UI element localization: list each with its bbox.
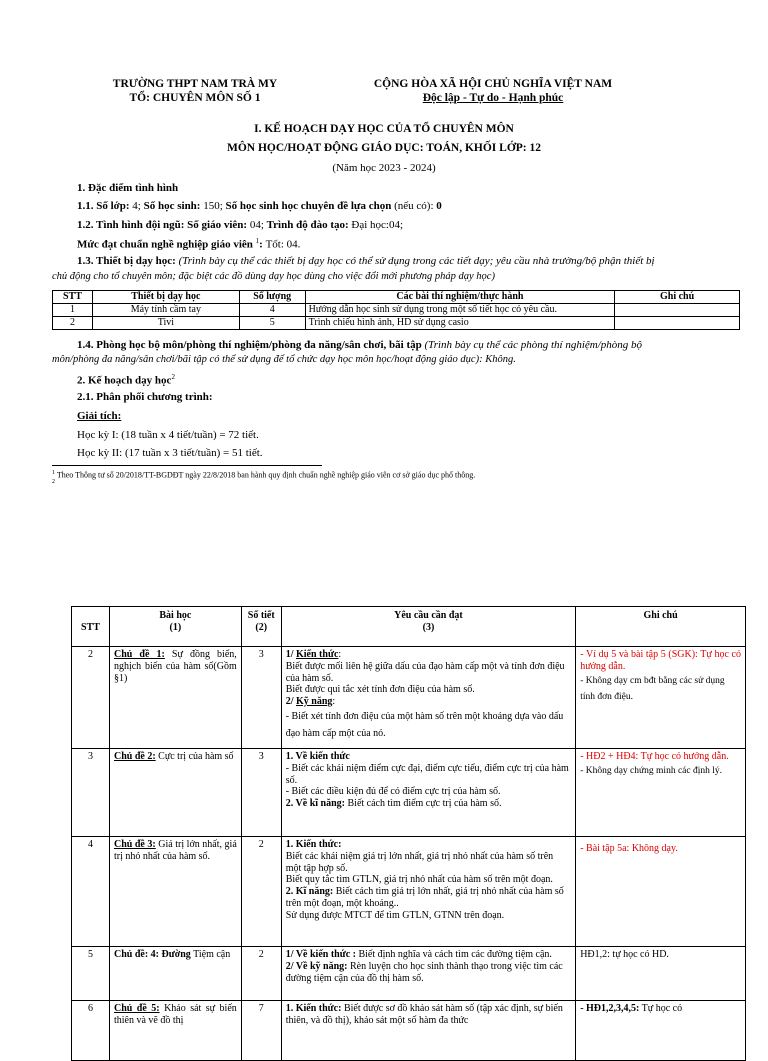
equip-h-note: Ghi chú: [615, 291, 740, 304]
footnote-1-text: Theo Thông tư số 20/2018/TT-BGDĐT ngày 22/8/2018 ban hành quy định chuẩn nghề nghiệp giáo viên cơ sở giáo dục phổ thông.: [55, 470, 476, 480]
equipment-header-row: [53, 291, 740, 304]
plan-lesson: [109, 749, 241, 837]
equipment-table: [52, 290, 740, 330]
plan-h-periods-num: (2): [255, 621, 268, 633]
equip-h-stt: STT: [53, 291, 93, 304]
footnote-2-mark: 2: [52, 479, 55, 485]
plan-req: [281, 837, 575, 947]
plan-h-lesson-label: Bài học: [159, 610, 192, 621]
req-text: - Biết các điều kiện đủ để có điểm cực trị của hàm số.: [285, 786, 501, 798]
standard-sup: 1: [255, 237, 260, 245]
table-row: [72, 837, 746, 947]
plan-h-req-num: (3): [422, 621, 435, 633]
subject-label: Giải tích:: [77, 410, 122, 422]
plan-stt: 3: [72, 749, 110, 837]
equip-cell: 5: [239, 317, 305, 330]
table-row: [72, 1001, 746, 1061]
l12-a: 1.2. Tình hình đội ngũ:: [77, 219, 188, 231]
l11-e: Số học sinh học chuyên đề lựa chọn: [225, 200, 395, 212]
line-1-4: [77, 339, 642, 351]
req-num: 2/: [285, 696, 296, 708]
plan-stt: 6: [72, 1001, 110, 1061]
note-red: - Ví dụ 5 và bài tập 5 (SGK): Tự học có hướng dẫn.: [580, 649, 741, 672]
table-row: [53, 304, 740, 317]
plan-lesson: [109, 947, 241, 1001]
section-2-1: 2.1. Phân phối chương trình:: [77, 391, 213, 403]
equip-cell: 2: [53, 317, 93, 330]
req-text: - Biết các khái niệm điểm cực đại, điểm cực tiểu, điểm cực trị của hàm số.: [285, 762, 569, 786]
title-line-2: MÔN HỌC/HOẠT ĐỘNG GIÁO DỤC: TOÁN, KHỐI LỚP: 12: [226, 142, 542, 154]
line-1-3: [77, 255, 655, 267]
school-name: TRƯỜNG THPT NAM TRÀ MY: [112, 78, 278, 90]
plan-header-row: [72, 607, 746, 647]
lesson-topic: Chủ đề: 4: Đường: [113, 949, 191, 960]
nation-header: [358, 77, 628, 105]
standard-b: :: [259, 238, 266, 251]
req-heading: 1. Kiến thức:: [285, 839, 342, 850]
req-heading: 1. Về kiến thức: [285, 751, 350, 762]
table-row: [53, 317, 740, 330]
table-row: [72, 947, 746, 1001]
l11-g: 0: [436, 200, 442, 212]
req-text: Biết cách tìm điểm cực trị của hàm số.: [345, 798, 502, 810]
plan-note: [576, 947, 746, 1001]
lesson-title: Tiệm cận: [190, 949, 231, 960]
req-text: - Biết xét tính đơn điệu của một hàm số trên một khoảng dựa vào dấu đạo hàm cấp một của nó.: [285, 710, 564, 739]
plan-note: [576, 749, 746, 837]
plan-stt: 2: [72, 647, 110, 749]
line-1-1: [77, 200, 442, 212]
lesson-topic: Chủ đề 1:: [113, 649, 165, 660]
note-text: - Không dạy cm bđt bằng các sử dụng tính đơn điệu.: [580, 675, 725, 702]
l12-d: Trình độ đào tạo:: [266, 219, 352, 231]
plan-table: [71, 606, 746, 1061]
school-header: [90, 77, 300, 105]
req-text: :: [338, 649, 342, 660]
lesson-topic: Chủ đề 2:: [113, 751, 156, 762]
req-text: Sử dụng được MTCT để tìm GTLN, GTNN trên đoạn.: [285, 909, 505, 921]
l13-b: (Trình bày cụ thể các thiết bị dạy học có thể sử dụng trong các tiết dạy; yêu cầu nhà trường/bộ phận thiết bị: [178, 255, 655, 267]
plan-lesson: [109, 837, 241, 947]
l11-c: Số học sinh:: [143, 200, 204, 212]
standard-a: Mức đạt chuẩn nghề nghiệp giáo viên: [77, 238, 256, 251]
equip-cell: Hướng dẫn học sinh sử dụng trong một số tiết học có yêu cầu.: [305, 304, 615, 317]
line-standard: [77, 237, 300, 251]
plan-h-stt: STT: [72, 607, 110, 647]
footnote-1-mark: 1: [52, 470, 55, 476]
plan-req: [281, 647, 575, 749]
equip-h-qty: Số lượng: [239, 291, 305, 304]
req-text: :: [332, 696, 336, 708]
nation-motto: Độc lập - Tự do - Hạnh phúc: [422, 92, 564, 104]
note-text: - Không dạy chứng minh các định lý.: [580, 765, 723, 776]
req-text: Biết được qui tắc xét tính đơn điệu của hàm số.: [285, 684, 475, 696]
l13-c: chủ động cho tổ chuyên môn; đặc biệt các đồ dùng dạy học dùng cho việc đổi mới phương pháp dạy học): [52, 271, 495, 282]
line-1-2: [77, 219, 403, 231]
req-heading: 2. Kĩ năng:: [285, 886, 334, 898]
standard-c: Tốt: 04.: [265, 238, 301, 251]
plan-req: [281, 1001, 575, 1061]
req-heading: Kiến thức: [296, 649, 339, 660]
note-red: - HĐ2 + HĐ4: Tự học có hướng dẫn.: [580, 751, 729, 762]
lesson-topic: Chủ đề 5:: [113, 1003, 160, 1014]
lesson-title: Giá trị lớn nhất, giá trị nhỏ nhất của hàm số.: [113, 839, 237, 862]
req-heading: 1. Kiến thức:: [285, 1003, 342, 1014]
plan-stt: 5: [72, 947, 110, 1001]
note-red: - Bài tập 5a: Không dạy.: [580, 843, 678, 854]
req-heading: Kỹ năng: [296, 696, 333, 708]
plan-periods: 2: [241, 837, 281, 947]
note-text: Tự học có: [639, 1003, 683, 1014]
school-year: (Năm học 2023 - 2024): [332, 162, 436, 174]
equip-h-lab: Các bài thí nghiệm/thực hành: [305, 291, 615, 304]
section-1-heading: 1. Đặc điểm tình hình: [77, 182, 179, 194]
lesson-title: Sự đồng biến, nghịch biến của hàm số(Gồm §1): [113, 649, 237, 684]
plan-h-note: Ghi chú: [576, 607, 746, 647]
semester-1: Học kỳ I: (18 tuần x 4 tiết/tuần) = 72 tiết.: [77, 429, 259, 441]
req-text: Biết cách tìm giá trị lớn nhất, giá trị nhỏ nhất của hàm số trên một đoạn, một khoảng..: [285, 886, 564, 909]
lesson-title: Khảo sát sự biến thiên và vẽ đồ thị: [113, 1003, 237, 1026]
req-text: Rèn luyện cho học sinh thành thạo trong việc tìm các đường tiệm cận của đồ thị hàm số.: [285, 960, 563, 984]
plan-periods: 3: [241, 647, 281, 749]
title-line-1: I. KẾ HOẠCH DẠY HỌC CỦA TỔ CHUYÊN MÔN: [254, 123, 514, 135]
equip-cell: Tivi: [92, 317, 239, 330]
req-heading: 1/ Về kiến thức :: [285, 949, 356, 960]
footnote-separator: [52, 465, 322, 466]
equip-cell: [615, 304, 740, 317]
plan-req: [281, 947, 575, 1001]
req-text: Biết được mối liên hệ giữa dấu của đạo hàm cấp một và tính đơn điệu của hàm số.: [285, 660, 565, 684]
req-text: Biết các khái niệm giá trị lớn nhất, giá trị nhỏ nhất của hàm số trên một tập hợp số.: [285, 850, 554, 874]
plan-lesson: [109, 1001, 241, 1061]
l14-a: 1.4. Phòng học bộ môn/phòng thí nghiệm/phòng đa năng/sân chơi, bãi tập: [77, 339, 425, 351]
section-2-heading: [77, 373, 175, 387]
plan-h-req-label: Yêu cầu cần đạt: [394, 610, 463, 621]
equip-cell: Trình chiếu hình ảnh, HD sử dụng casio: [305, 317, 615, 330]
plan-h-req: [281, 607, 575, 647]
l12-b: Số giáo viên:: [187, 219, 250, 231]
req-num: 1/: [285, 649, 296, 660]
l11-d: 150;: [203, 200, 226, 212]
req-heading: 2/ Về kỹ năng:: [285, 960, 348, 972]
l12-e: Đại học:04;: [351, 219, 404, 231]
plan-req: [281, 749, 575, 837]
l12-c: 04;: [249, 219, 267, 231]
plan-h-lesson-num: (1): [169, 621, 182, 633]
req-text: Biết được sơ đồ khảo sát hàm số (tập xác định, sự biến thiên, và đồ thị), khảo sát một số hàm đa thức: [285, 1003, 563, 1026]
nation-name: CỘNG HÒA XÃ HỘI CHỦ NGHĨA VIỆT NAM: [373, 78, 613, 90]
l11-b: 4;: [132, 200, 144, 212]
group-name: TỔ: CHUYÊN MÔN SỐ 1: [129, 92, 261, 104]
plan-h-periods-label: Số tiết: [247, 610, 275, 621]
plan-periods: 2: [241, 947, 281, 1001]
footnote-1: [52, 470, 475, 480]
plan-periods: 3: [241, 749, 281, 837]
table-row: [72, 749, 746, 837]
equip-cell: 1: [53, 304, 93, 317]
lesson-title: Cực trị của hàm số: [155, 751, 234, 762]
plan-periods: 7: [241, 1001, 281, 1061]
equip-cell: [615, 317, 740, 330]
equip-cell: Máy tính cầm tay: [92, 304, 239, 317]
note-text: HĐ1,2: tự học có HD.: [580, 949, 669, 960]
plan-stt: 4: [72, 837, 110, 947]
l11-a: 1.1. Số lớp:: [77, 200, 133, 212]
req-text: Biết định nghĩa và cách tìm các đường tiệm cận.: [355, 949, 552, 960]
plan-note: [576, 1001, 746, 1061]
l14-b: (Trình bày cụ thể các phòng thí nghiệm/phòng bộ: [424, 339, 643, 351]
plan-h-periods: [241, 607, 281, 647]
semester-2: Học kỳ II: (17 tuần x 3 tiết/tuần) = 51 tiết.: [77, 447, 263, 459]
req-text: Biết quy tắc tìm GTLN, giá trị nhỏ nhất của hàm số trên một đoạn.: [285, 874, 553, 886]
l13-a: 1.3. Thiết bị dạy học:: [77, 255, 179, 267]
lesson-topic: Chủ đề 3:: [113, 839, 156, 850]
note-bold: - HĐ1,2,3,4,5:: [580, 1003, 640, 1014]
plan-note: [576, 647, 746, 749]
plan-h-lesson: [109, 607, 241, 647]
equip-cell: 4: [239, 304, 305, 317]
req-heading: 2. Về kĩ năng:: [285, 798, 345, 810]
section-2-sup: 2: [171, 373, 175, 381]
equip-h-device: Thiết bị dạy học: [92, 291, 239, 304]
section-2-title: 2. Kế hoạch dạy học: [77, 374, 172, 387]
l11-f: (nếu có):: [394, 200, 437, 212]
l14-c: môn/phòng đa năng/sân chơi/bãi tập có thể sử dụng để tổ chức dạy học môn học/hoạt động giáo dục): Không.: [52, 354, 516, 365]
plan-lesson: [109, 647, 241, 749]
table-row: [72, 647, 746, 749]
plan-note: [576, 837, 746, 947]
